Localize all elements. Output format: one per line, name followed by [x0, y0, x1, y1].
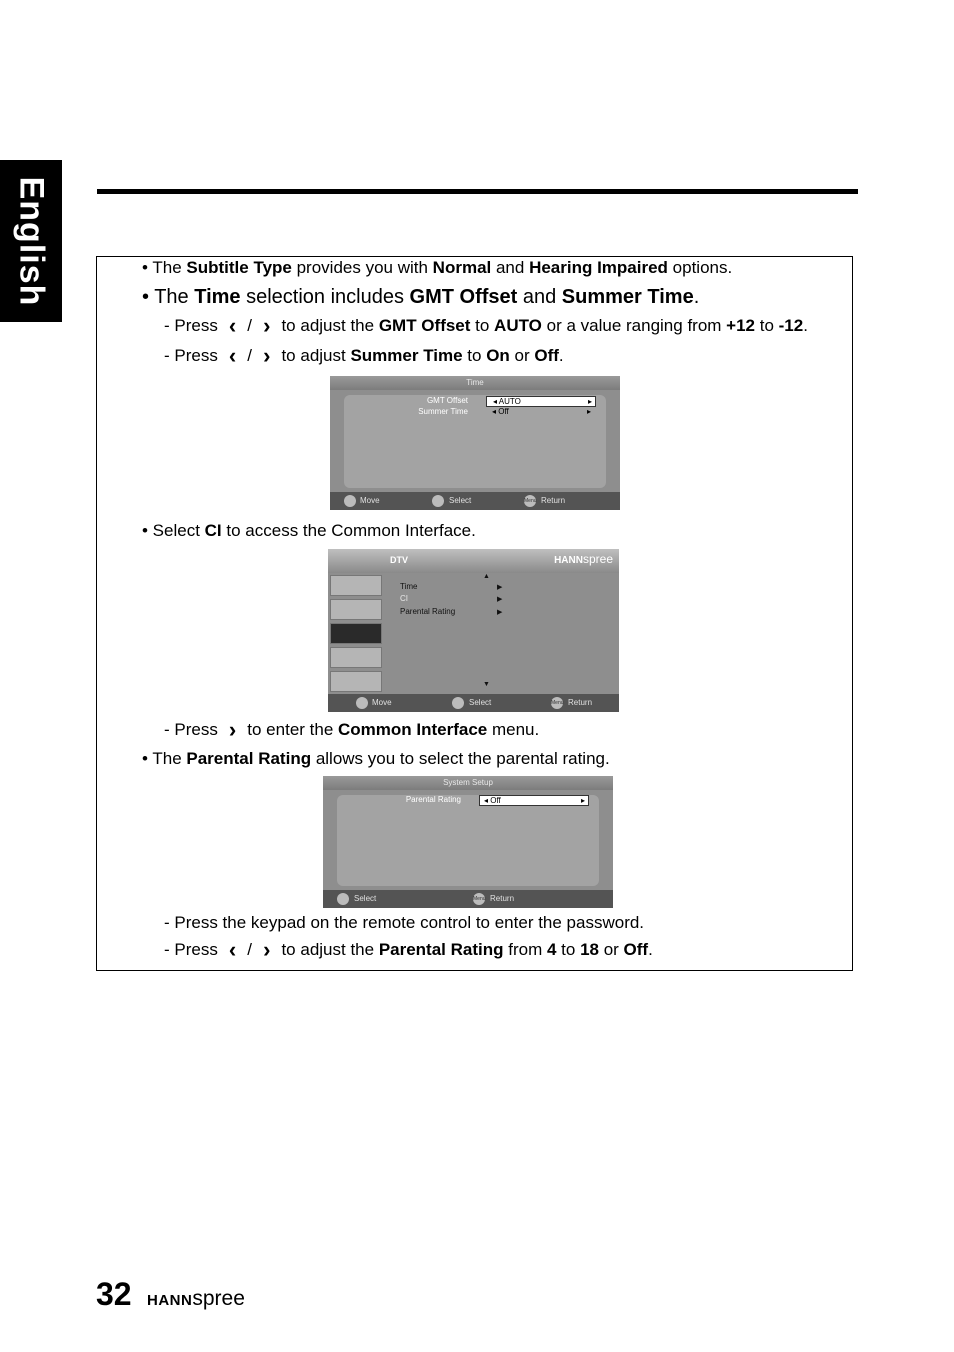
menu-item-time[interactable]: Time	[400, 582, 418, 591]
arrow-right-icon: ▶	[497, 584, 503, 591]
top-rule	[97, 189, 858, 194]
chevron-right-icon: ›	[263, 343, 271, 368]
menu-item-parental-rating[interactable]: Parental Rating	[400, 607, 456, 616]
arrow-right-icon: ▶	[497, 609, 503, 616]
language-tab	[0, 160, 62, 322]
arrow-right-icon: ▸	[586, 407, 591, 416]
menu-button-icon: Menu	[524, 495, 536, 507]
menu-icon-channel[interactable]	[330, 647, 382, 668]
move-icon	[344, 495, 356, 507]
menu-title: System Setup	[323, 776, 613, 790]
return-hint: Return	[568, 698, 593, 707]
select-hint: Select	[449, 496, 472, 505]
parental-rating-instruction: - Press ‹ / › to adjust the Parental Rating from 4 to 18 or Off.	[164, 937, 653, 962]
language-label: English	[12, 176, 51, 306]
menu-button-icon: Menu	[551, 697, 563, 709]
scroll-up-icon[interactable]: ▲	[483, 573, 490, 580]
ci-text: • Select CI to access the Common Interface.	[142, 521, 476, 540]
menu-icon-setup[interactable]	[330, 623, 382, 644]
menu-title: Time	[330, 376, 620, 390]
chevron-right-icon: ›	[263, 313, 271, 338]
arrow-right-icon: ▶	[497, 596, 503, 603]
select-icon	[452, 697, 464, 709]
menu-icon-sound[interactable]	[330, 599, 382, 620]
dtv-menu-screenshot	[328, 549, 619, 712]
chevron-left-icon: ‹	[228, 313, 237, 338]
return-hint: Return	[541, 496, 566, 505]
select-icon	[337, 893, 349, 905]
chevron-left-icon: ‹	[228, 343, 237, 368]
move-icon	[356, 697, 368, 709]
scroll-down-icon[interactable]: ▼	[483, 681, 490, 688]
summer-time-label: Summer Time	[418, 407, 468, 416]
chevron-right-icon: ›	[263, 937, 271, 962]
parental-rating-text: • The Parental Rating allows you to select the parental rating.	[142, 749, 610, 768]
arrow-left-icon: ◂	[492, 407, 497, 416]
parental-rating-value[interactable]: ◂ Off ▸	[479, 795, 589, 806]
move-hint: Move	[360, 496, 380, 505]
chevron-right-icon: ›	[228, 717, 237, 742]
menu-icon-lock[interactable]	[330, 671, 382, 692]
menu-button-icon: Menu	[473, 893, 485, 905]
parental-rating-label: Parental Rating	[405, 795, 461, 804]
select-hint: Select	[354, 894, 377, 903]
gmt-offset-value[interactable]: ◂ AUTO ▸	[486, 396, 596, 407]
move-hint: Move	[372, 698, 392, 707]
page-number: 32	[96, 1276, 132, 1312]
menu-footer	[323, 890, 613, 908]
chevron-left-icon: ‹	[228, 937, 237, 962]
gmt-offset-label: GMT Offset	[426, 396, 468, 405]
time-selection-text: • The Time selection includes GMT Offset and Summer Time.	[142, 286, 700, 308]
select-hint: Select	[469, 698, 492, 707]
menu-icon-picture[interactable]	[330, 575, 382, 596]
summer-time-instruction: - Press ‹ / › to adjust Summer Time to On or Off.	[164, 343, 564, 368]
system-setup-screenshot	[323, 776, 613, 908]
common-interface-instruction: - Press › to enter the Common Interface menu.	[164, 717, 540, 742]
arrow-right-icon: ▸	[580, 796, 585, 805]
arrow-right-icon: ▸	[587, 397, 592, 406]
return-hint: Return	[490, 894, 515, 903]
time-menu-screenshot	[330, 376, 620, 510]
arrow-left-icon: ◂	[493, 397, 498, 406]
dtv-brand-logo: HANNspree	[554, 552, 613, 566]
select-icon	[432, 495, 444, 507]
summer-time-value[interactable]: ◂ Off ▸	[492, 407, 591, 416]
menu-footer	[330, 492, 620, 510]
brand-logo: HANNspree	[147, 1287, 245, 1310]
menu-item-ci[interactable]: CI	[400, 594, 408, 603]
gmt-offset-instruction: - Press ‹ / › to adjust the GMT Offset to AUTO or a value ranging from +12 to -12.	[164, 313, 808, 338]
dtv-title: DTV	[390, 555, 408, 565]
menu-footer	[328, 694, 619, 712]
subtitle-type-text: • The Subtitle Type provides you with Normal and Hearing Impaired options.	[142, 258, 733, 277]
arrow-left-icon: ◂	[484, 796, 489, 805]
menu-panel	[337, 795, 599, 886]
password-instruction: - Press the keypad on the remote control to enter the password.	[164, 913, 645, 932]
